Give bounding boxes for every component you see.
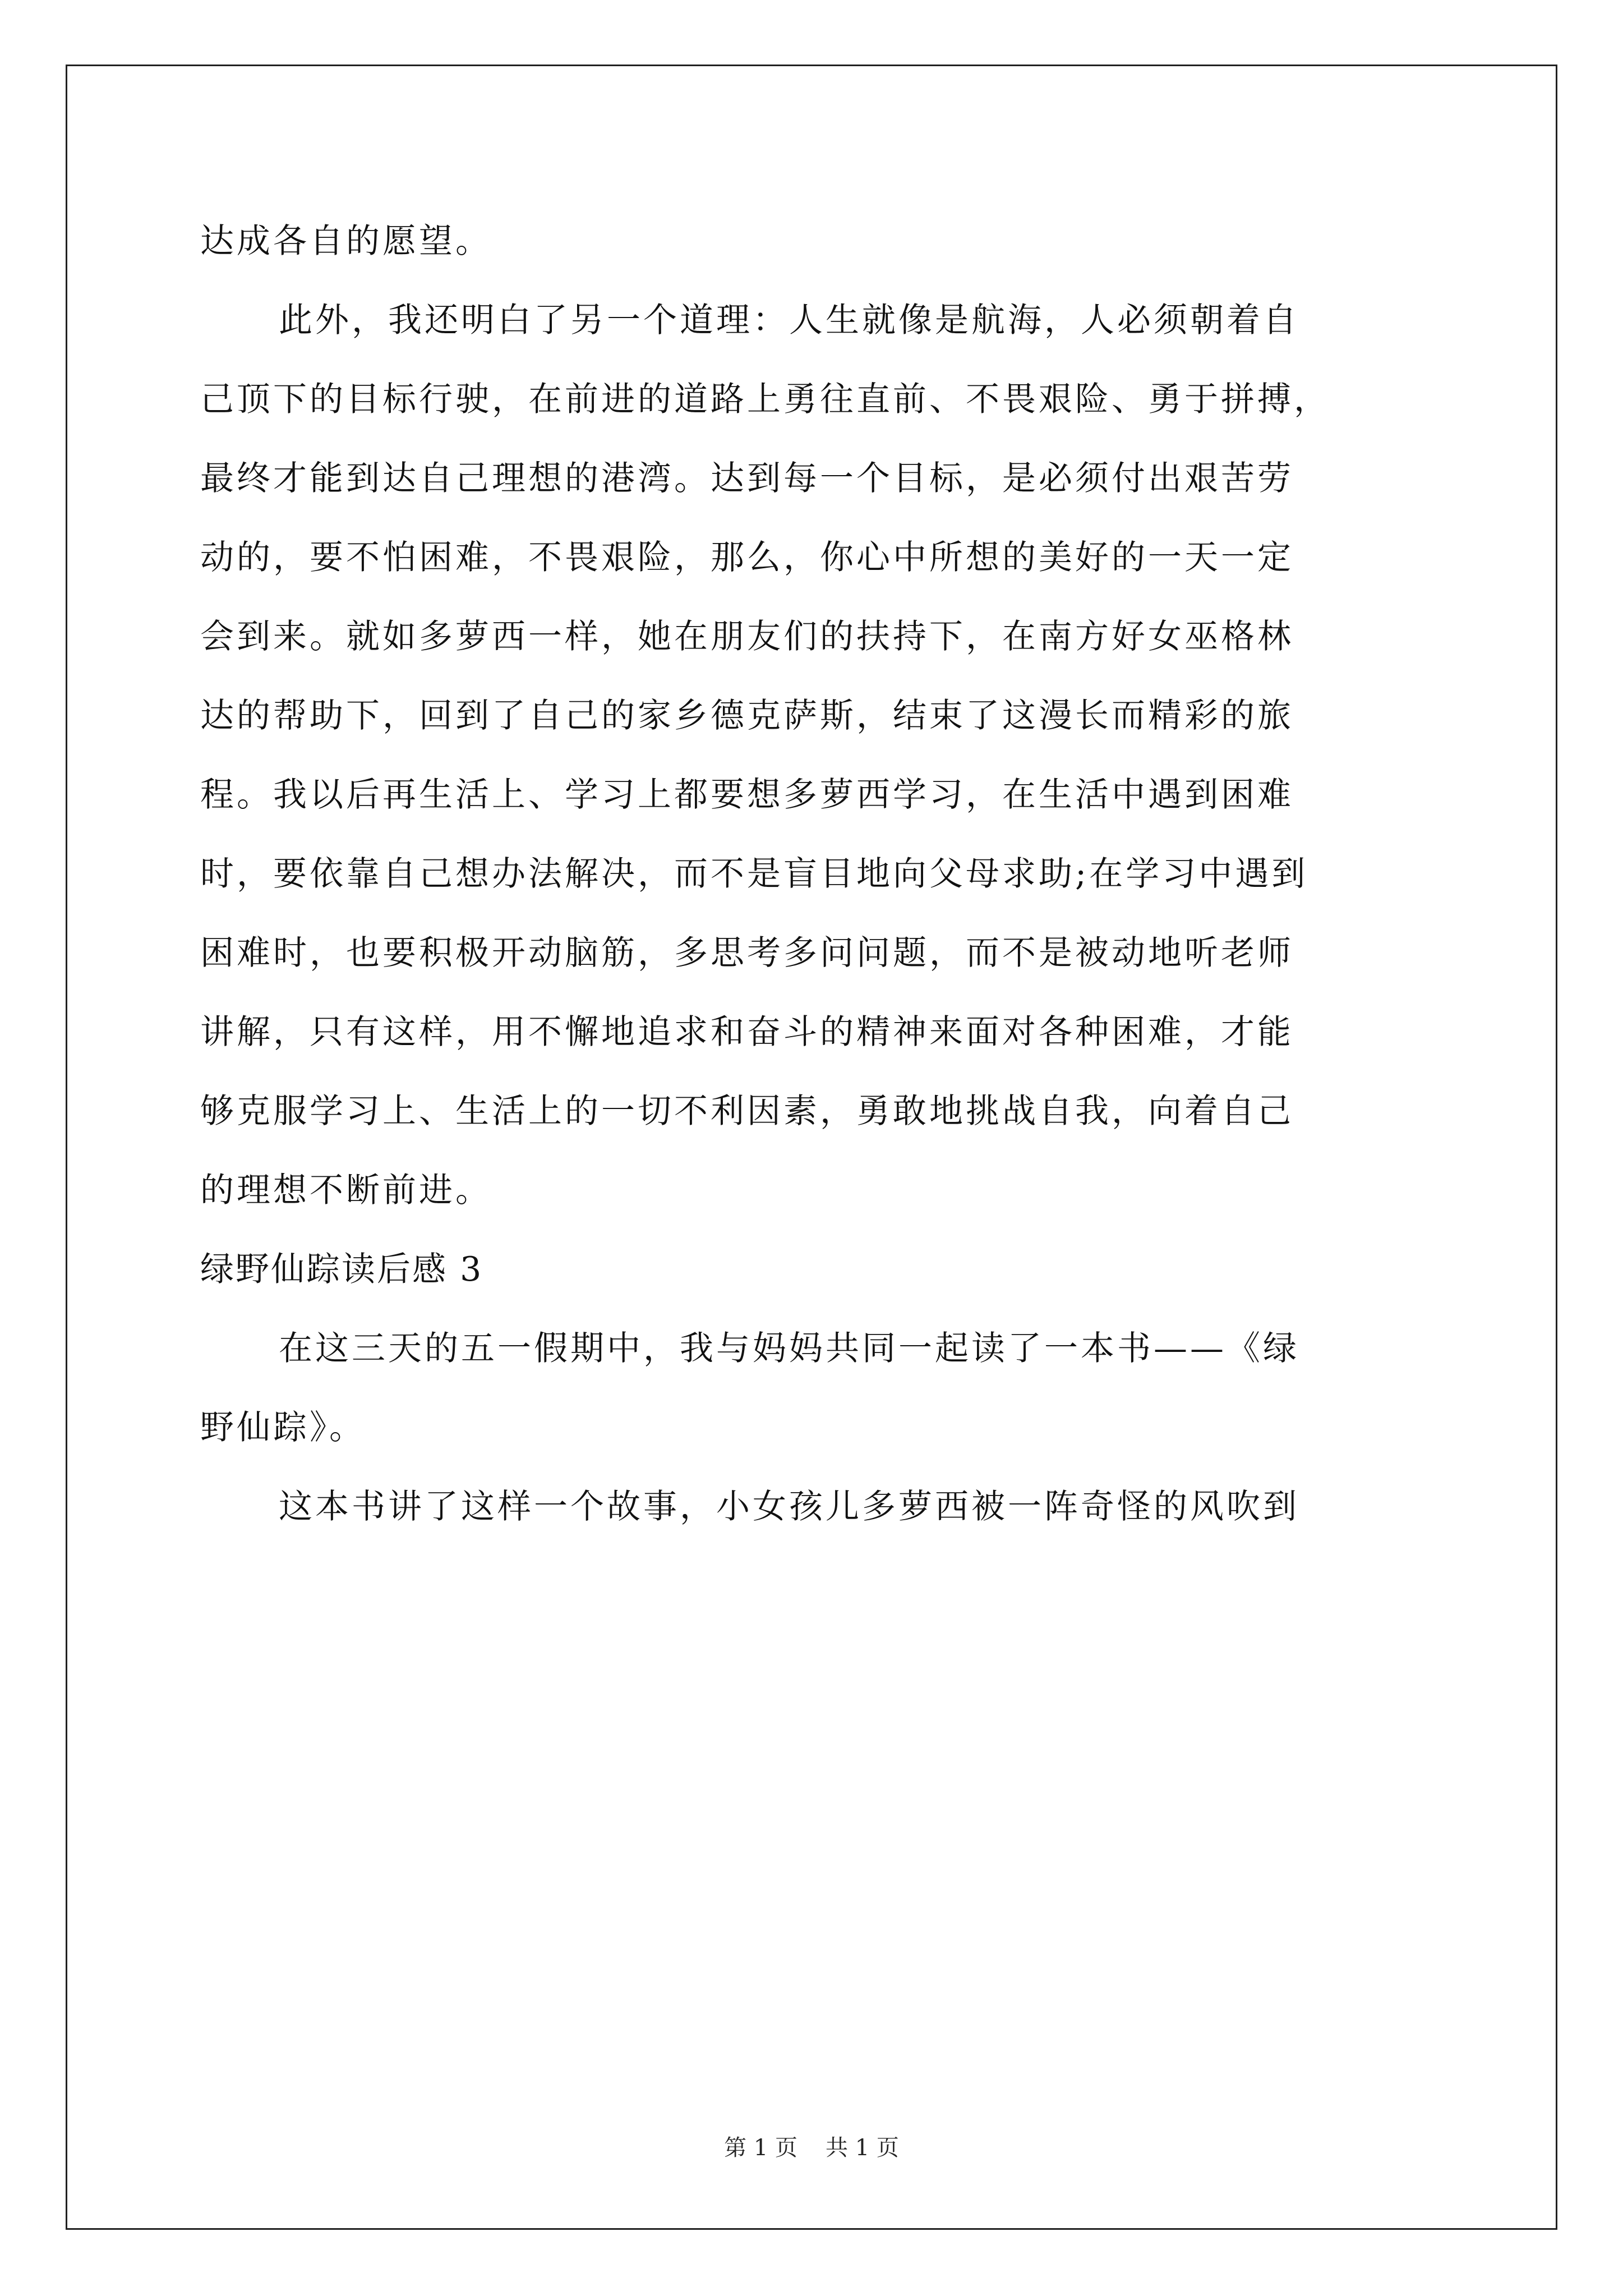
text-line: 的理想不断前进。 [200, 1171, 492, 1210]
page-number: 第 1 页 [724, 2135, 797, 2161]
text-line: 会到来。就如多萝西一样，她在朋友们的扶持下，在南方好女巫格林 [200, 617, 1294, 656]
text-line: 达成各自的愿望。 [200, 222, 492, 261]
text-line: 最终才能到达自己理想的港湾。达到每一个目标，是必须付出艰苦劳 [200, 459, 1294, 498]
document-body [200, 202, 1456, 1547]
text-line: 程。我以后再生活上、学习上都要想多萝西学习，在生活中遇到困难 [200, 775, 1294, 815]
text-line: 达的帮助下，回到了自己的家乡德克萨斯，结束了这漫长而精彩的旅 [200, 696, 1294, 735]
text-line: 讲解，只有这样，用不懈地追求和奋斗的精神来面对各种困难，才能 [200, 1013, 1294, 1052]
paragraph-start-line: 在这三天的五一假期中，我与妈妈共同一起读了一本书——《绿 [279, 1329, 1299, 1368]
section-heading: 绿野仙踪读后感 3 [200, 1250, 483, 1289]
page-count: 共 1 页 [826, 2135, 899, 2161]
text-line: 时，要依靠自己想办法解决，而不是盲目地向父母求助;在学习中遇到 [200, 854, 1308, 894]
paragraph-start-line: 这本书讲了这样一个故事，小女孩儿多萝西被一阵奇怪的风吹到 [279, 1487, 1299, 1526]
text-line: 野仙踪》。 [200, 1408, 366, 1447]
paragraph-start-line: 此外，我还明白了另一个道理：人生就像是航海，人必须朝着自 [279, 301, 1299, 340]
text-line: 动的，要不怕困难，不畏艰险，那么，你心中所想的美好的一天一定 [200, 538, 1294, 577]
page-footer [0, 2134, 1623, 2162]
text-line: 够克服学习上、生活上的一切不利因素，勇敢地挑战自我，向着自己 [200, 1092, 1294, 1131]
text-line: 困难时，也要积极开动脑筋，多思考多问问题，而不是被动地听老师 [200, 933, 1294, 973]
text-line: 己顶下的目标行驶，在前进的道路上勇往直前、不畏艰险、勇于拼搏， [200, 380, 1330, 419]
